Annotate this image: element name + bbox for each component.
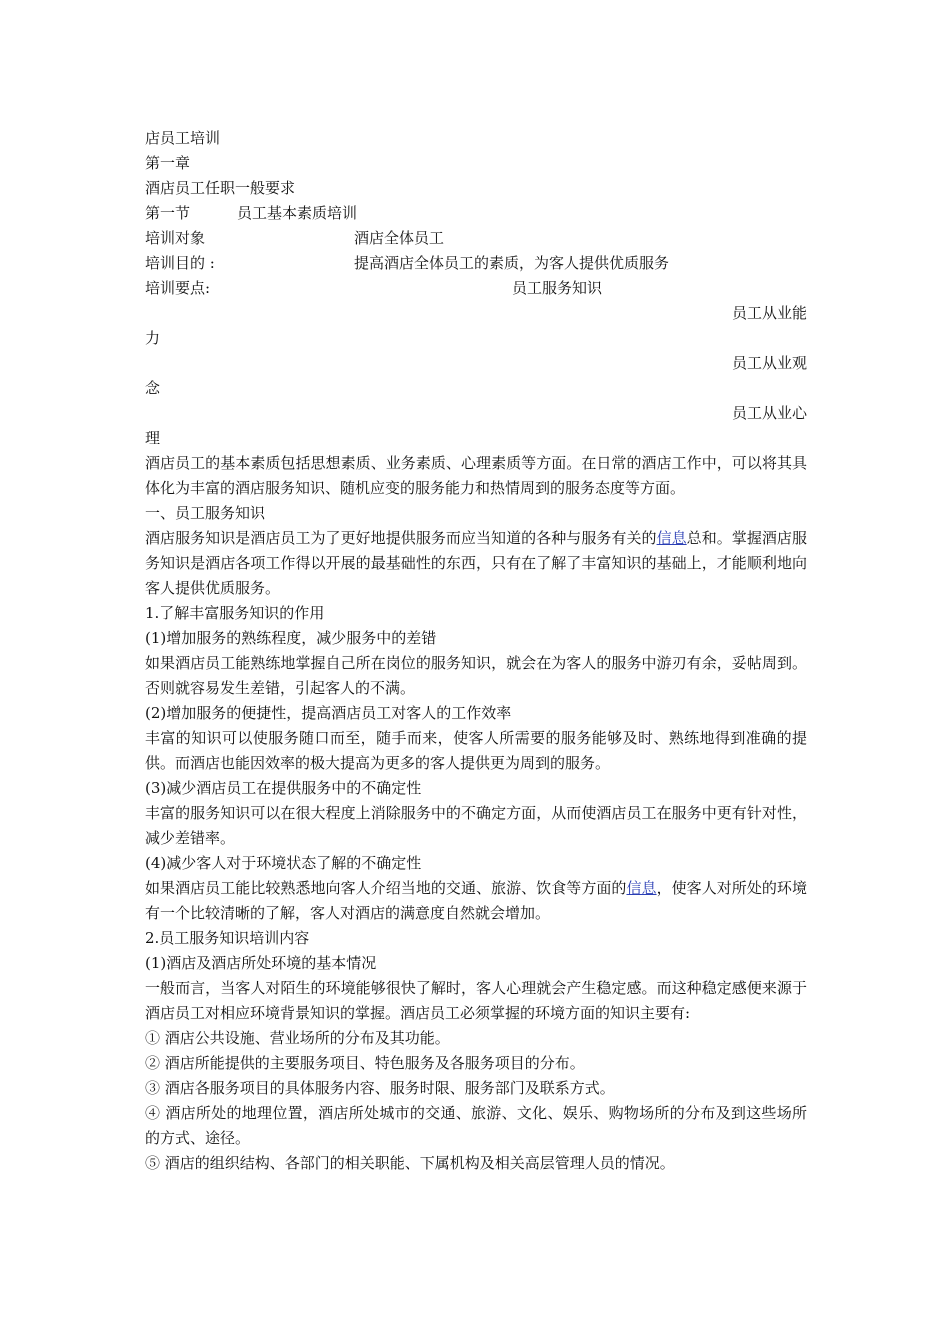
heading-training-content: 2.员工服务知识培训内容 <box>145 929 310 947</box>
chapter-number: 第一章 <box>145 154 191 172</box>
section-heading <box>145 201 807 226</box>
training-target-label: 培训对象 <box>145 229 206 247</box>
info-link[interactable]: 信息 <box>656 529 687 547</box>
training-points-label: 培训要点: <box>145 279 211 297</box>
service-knowledge-paragraph <box>145 526 807 601</box>
subheading-uncertainty: (3)减少酒店员工在提供服务中的不确定性 <box>145 779 422 797</box>
document-body <box>145 126 807 1176</box>
training-point-1: 员工服务知识 <box>512 279 603 297</box>
convenience-paragraph: 丰富的知识可以使服务随口而至，随手而来，使客人所需要的服务能够及时、熟练地得到准确的提供。而酒店也能因效率的极大提高为更多的客人提供更为周到的服务。 <box>145 729 807 772</box>
training-target-value: 酒店全体员工 <box>354 229 445 247</box>
list-item: ④ 酒店所处的地理位置，酒店所处城市的交通、旅游、文化、娱乐、购物场所的分布及到这些场所的方式、途径。 <box>145 1104 807 1147</box>
training-point-3-tail: 念 <box>145 379 161 397</box>
list-item: ③ 酒店各服务项目的具体服务内容、服务时限、服务部门及联系方式。 <box>145 1079 615 1097</box>
doc-title: 店员工培训 <box>145 129 221 147</box>
subheading-proficiency: (1)增加服务的熟练程度，减少服务中的差错 <box>145 629 437 647</box>
list-item: ② 酒店所能提供的主要服务项目、特色服务及各服务项目的分布。 <box>145 1054 585 1072</box>
training-point-2: 员工从业能 <box>731 304 807 322</box>
hotel-environment-paragraph: 一般而言，当客人对陌生的环境能够很快了解时，客人心理就会产生稳定感。而这种稳定感便来源于酒店员工对相应环境背景知识的掌握。酒店员工必须掌握的环境方面的知识主要有: <box>145 979 807 1022</box>
info-link-2[interactable]: 信息 <box>626 879 657 897</box>
subheading-convenience: (2)增加服务的便捷性，提高酒店员工对客人的工作效率 <box>145 704 512 722</box>
list-item: ① 酒店公共设施、营业场所的分布及其功能。 <box>145 1029 450 1047</box>
heading-knowledge-role: 1.了解丰富服务知识的作用 <box>145 604 325 622</box>
uncertainty-paragraph: 丰富的服务知识可以在很大程度上消除服务中的不确定方面，从而使酒店员工在服务中更有针对性，减少差错率。 <box>145 804 807 847</box>
chapter-title: 酒店员工任职一般要求 <box>145 179 296 197</box>
guest-environment-paragraph <box>145 876 807 926</box>
paragraph-text: 酒店服务知识是酒店员工为了更好地提供服务而应当知道的各种与服务有关的 <box>145 529 657 547</box>
training-point-4-tail: 理 <box>145 429 161 447</box>
subheading-guest-environment: (4)减少客人对于环境状态了解的不确定性 <box>145 854 422 872</box>
list-item: ⑤ 酒店的组织结构、各部门的相关职能、下属机构及相关高层管理人员的情况。 <box>145 1154 675 1172</box>
training-point-2-tail: 力 <box>145 329 161 347</box>
training-goal-value: 提高酒店全体员工的素质，为客人提供优质服务 <box>354 254 670 272</box>
section-label: 第一节 <box>145 204 191 222</box>
intro-paragraph: 酒店员工的基本素质包括思想素质、业务素质、心理素质等方面。在日常的酒店工作中，可以将其具体化为丰富的酒店服务知识、随机应变的服务能力和热情周到的服务态度等方面。 <box>145 454 807 497</box>
training-goal-label: 培训目的 : <box>145 254 215 272</box>
paragraph-text: 如果酒店员工能比较熟悉地向客人介绍当地的交通、旅游、饮食等方面的 <box>145 879 627 897</box>
proficiency-paragraph: 如果酒店员工能熟练地掌握自己所在岗位的服务知识，就会在为客人的服务中游刃有余，妥帖周到。否则就容易发生差错，引起客人的不满。 <box>145 654 807 697</box>
subheading-hotel-environment: (1)酒店及酒店所处环境的基本情况 <box>145 954 377 972</box>
training-target-row <box>145 226 807 251</box>
training-points-row <box>145 276 807 301</box>
heading-service-knowledge: 一、员工服务知识 <box>145 504 266 522</box>
paragraph-text: ，使客人对所处的环境有一个比较清晰的了解，客人对酒店的满意度自然就会增加。 <box>145 879 807 922</box>
paragraph-text: 总和。掌握酒店服务知识是酒店各项工作得以开展的最基础性的东西，只有在了解了丰富知识的基础上，才能顺利地向客人提供优质服务。 <box>145 529 807 597</box>
section-title: 员工基本素质培训 <box>237 204 358 222</box>
training-point-3: 员工从业观 <box>731 354 807 372</box>
training-goal-row <box>145 251 807 276</box>
training-point-4: 员工从业心 <box>731 404 807 422</box>
